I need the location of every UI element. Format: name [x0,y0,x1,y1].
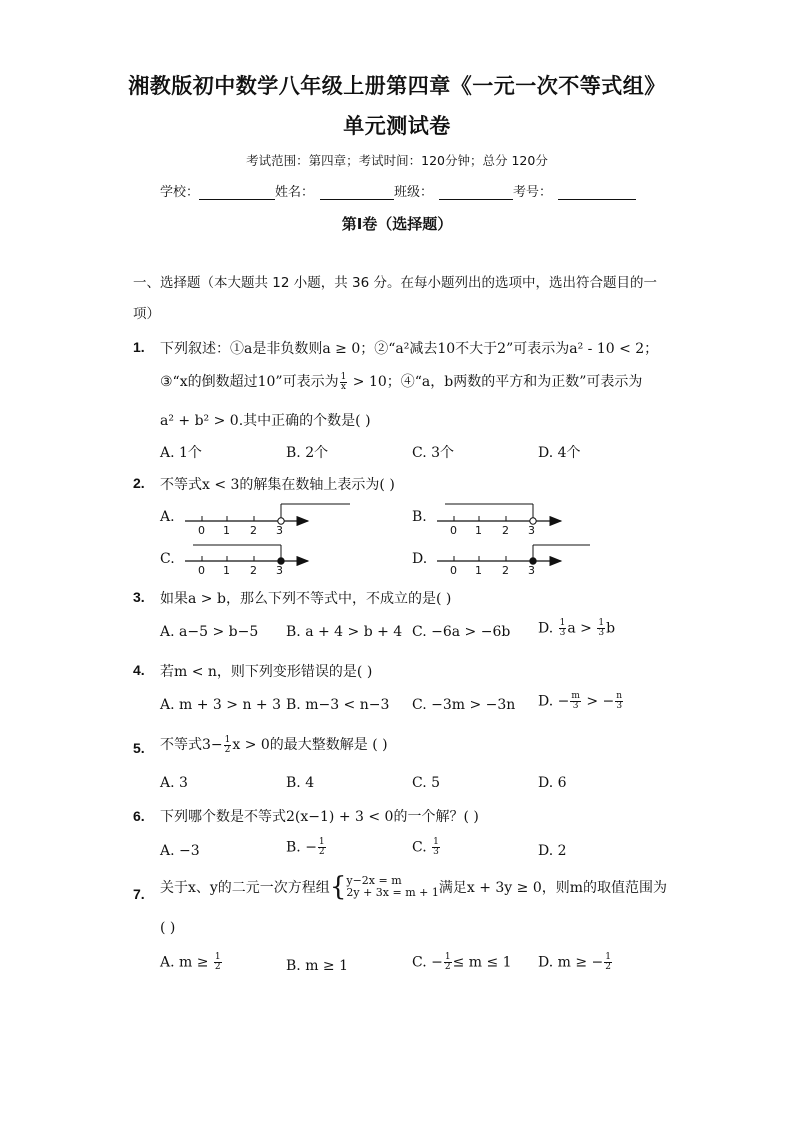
tick-label: 3 [528,564,535,577]
q3-option-b[interactable]: B. a + 4 > b + 4 [286,624,403,640]
q2-number: 2. [133,475,145,491]
q6-stem: 下列哪个数是不等式2(x−1) + 3 < 0的一个解？( ) [160,809,479,825]
number-line-d [437,545,590,577]
q5-stem: 不等式3− $\frac{1}{2}$ x > 0的最大整数解是 ( ) [160,734,388,755]
q4-option-d[interactable]: D. − $\frac{m}{3}$ > − $\frac{n}{3}$ [538,691,623,711]
tick-label: 1 [223,524,230,537]
q4-stem: 若m < n，则下列变形错误的是( ) [160,664,373,680]
class-label: 班级： [394,185,434,200]
tick-label: 3 [276,524,283,537]
tick-label: 3 [276,564,283,577]
q2-stem: 不等式x < 3的解集在数轴上表示为( ) [160,477,395,493]
tick-label: 0 [450,564,457,577]
school-label: 学校： [160,185,200,200]
q4-option-b[interactable]: B. m−3 < n−3 [286,697,390,713]
q3-number: 3. [133,589,145,605]
q3-option-c[interactable]: C. −6a > −6b [412,624,511,640]
q2-option-a-label[interactable]: A. [160,509,175,525]
q2-option-b-label[interactable]: B. [412,509,427,525]
q3-option-a[interactable]: A. a−5 > b−5 [160,624,259,640]
q2-option-d-label[interactable]: D. [412,551,428,567]
tick-label: 2 [502,564,509,577]
q1-number: 1. [133,339,145,355]
tick-label: 1 [223,564,230,577]
tick-label: 1 [475,564,482,577]
q3-option-d[interactable]: D. $\frac{1}{3}$ a > $\frac{1}{3}$ b [538,618,616,638]
page-subtitle: 单元测试卷 [343,114,451,138]
q1-option-c[interactable]: C. 3个 [412,445,455,461]
q6-option-a[interactable]: A. −3 [160,843,200,859]
number-line-a [185,504,350,537]
q4-number: 4. [133,662,145,678]
q7-stem-end: ( ) [160,920,176,936]
exam-info: 考试范围：第四章；考试时间：120分钟；总分 120分 [246,153,548,168]
q1-line1: 下列叙述：①a是非负数则a ≥ 0；②“a²减去10不大于2”可表示为a² - 10 < 2； [160,341,659,357]
tick-label: 2 [250,564,257,577]
q1-line2b: > 10；④“a，b两数的平方和为正数”可表示为 [348,374,643,390]
section-header-line2: 项） [133,306,160,322]
tick-label: 3 [528,524,535,537]
q5-option-d[interactable]: D. 6 [538,775,567,791]
q6-number: 6. [133,808,145,824]
tick-label: 2 [502,524,509,537]
tick-label: 0 [198,524,205,537]
q1-option-a[interactable]: A. 1个 [160,445,202,461]
q5-option-b[interactable]: B. 4 [286,775,315,791]
q1-line2a: ③“x的倒数超过10”可表示为 [160,374,339,390]
q7-number: 7. [133,886,145,902]
tick-label: 0 [198,564,205,577]
q5-option-c[interactable]: C. 5 [412,775,441,791]
q6-option-d[interactable]: D. 2 [538,843,567,859]
tick-label: 1 [475,524,482,537]
q7-equation-system: y−2x = m 2y + 3x = m + 1 [346,874,439,899]
q6-option-b[interactable]: B. − $\frac{1}{2}$ [286,837,325,857]
number-line-c [185,545,308,577]
tick-label: 0 [450,524,457,537]
q4-option-a[interactable]: A. m + 3 > n + 3 [160,697,282,713]
q1-line3: a² + b² > 0.其中正确的个数是( ) [160,413,371,429]
tick-label: 2 [250,524,257,537]
q3-stem: 如果a > b，那么下列不等式中，不成立的是( ) [160,591,452,607]
q7-option-d[interactable]: D. m ≥ − $\frac{1}{2}$ [538,952,611,972]
number-line-b [437,504,561,537]
page-title: 湘教版初中数学八年级上册第四章《一元一次不等式组》 [128,74,666,98]
name-label: 姓名： [275,185,315,200]
q2-option-c-label[interactable]: C. [160,551,175,567]
q1-option-b[interactable]: B. 2个 [286,445,329,461]
q6-option-c[interactable]: C. $\frac{1}{3}$ [412,837,439,857]
q7-option-c[interactable]: C. − $\frac{1}{2}$ ≤ m ≤ 1 [412,952,512,972]
q7-stem: 关于x、y的二元一次方程组{ y−2x = m 2y + 3x = m + 1 满足x + 3y ≥ 0，则m的取值范围为 [160,872,667,902]
q7-option-a[interactable]: A. m ≥ $\frac{1}{2}$ [160,952,221,972]
q5-option-a[interactable]: A. 3 [160,775,188,791]
q1-fraction: $\frac{1}{x}$ [340,371,347,392]
q1-option-d[interactable]: D. 4个 [538,445,581,461]
q4-option-c[interactable]: C. −3m > −3n [412,697,516,713]
number-label: 考号： [513,185,553,200]
q7-option-b[interactable]: B. m ≥ 1 [286,958,349,974]
q5-number: 5. [133,740,145,756]
section-header-line1: 一、选择题（本大题共 12 小题，共 36 分。在每小题列出的选项中，选出符合题目的一 [133,275,658,291]
volume-title: 第I卷（选择题） [341,215,453,233]
